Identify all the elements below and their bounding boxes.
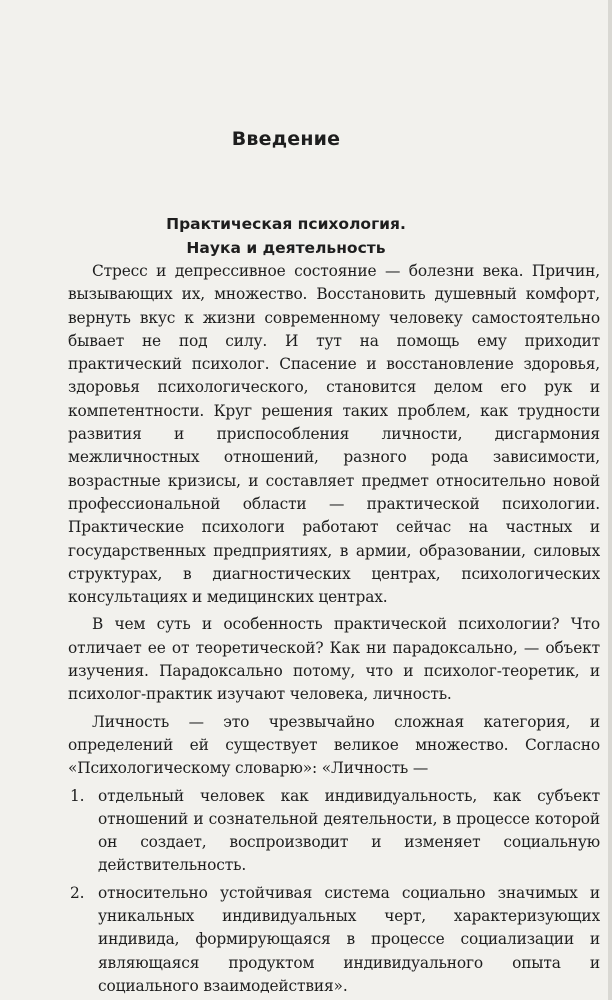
paragraph: Личность — это чрезвычайно сложная категория, и определений ей существует великое множество. Согласно «Психологическому словарю»: «Личность — (68, 712, 600, 778)
section-title (0, 212, 572, 260)
paragraph: Стресс и депрессивное состояние — болезни века. Причин, вызывающих их, множество. Восстановить душевный комфорт, вернуть вкус к жизни современному человеку самостоятельно бывает не под силу. И тут на помощь ему приходит практический психолог. Спасение и восстановление здоровья, здоровья психологического, становится делом его рук и компетентности. Круг решения таких проблем, как трудности развития и приспособления личности, дисгармония межличностных отношений, разного рода зависимости, возрастные кризисы, и составляет предмет относительно новой профессиональной области — практической психологии. Практические психологи работают сейчас на частных и государственных предприятиях, в армии, образовании, силовых структурах, в диагностических центрах, психологических консультациях и медицинских центрах. (68, 262, 600, 607)
list-item-text: отдельный человек как индивидуальность, как субъект отношений и сознательной деятельности, в процессе которой он создает, воспроизводит и изменяет социальную действительность. (98, 786, 600, 875)
list-item (64, 882, 600, 998)
list-item-number: 1. (70, 786, 85, 805)
list-item-text: относительно устойчивая система социально значимых и уникальных индивидуальных черт, характеризующих индивида, формирующаяся в процессе социализации и являющаяся продуктом индивидуального опыта и социального взаимодействия». (98, 883, 600, 995)
body-text (68, 260, 600, 998)
definition-list (68, 785, 600, 999)
section-title-line-1: Практическая психология. (166, 215, 406, 233)
paragraph: В чем суть и особенность практической психологии? Что отличает ее от теоретической? Как ни парадоксально, — объект изучения. Парадоксально потому, что и психолог-теоретик, и психолог-практик изучают человека, личность. (68, 615, 600, 704)
section-title-line-2: Наука и деятельность (186, 239, 386, 257)
chapter-title: Введение (231, 128, 341, 150)
list-item (64, 785, 600, 878)
list-item-number: 2. (70, 883, 85, 902)
page-edge (608, 0, 612, 1000)
